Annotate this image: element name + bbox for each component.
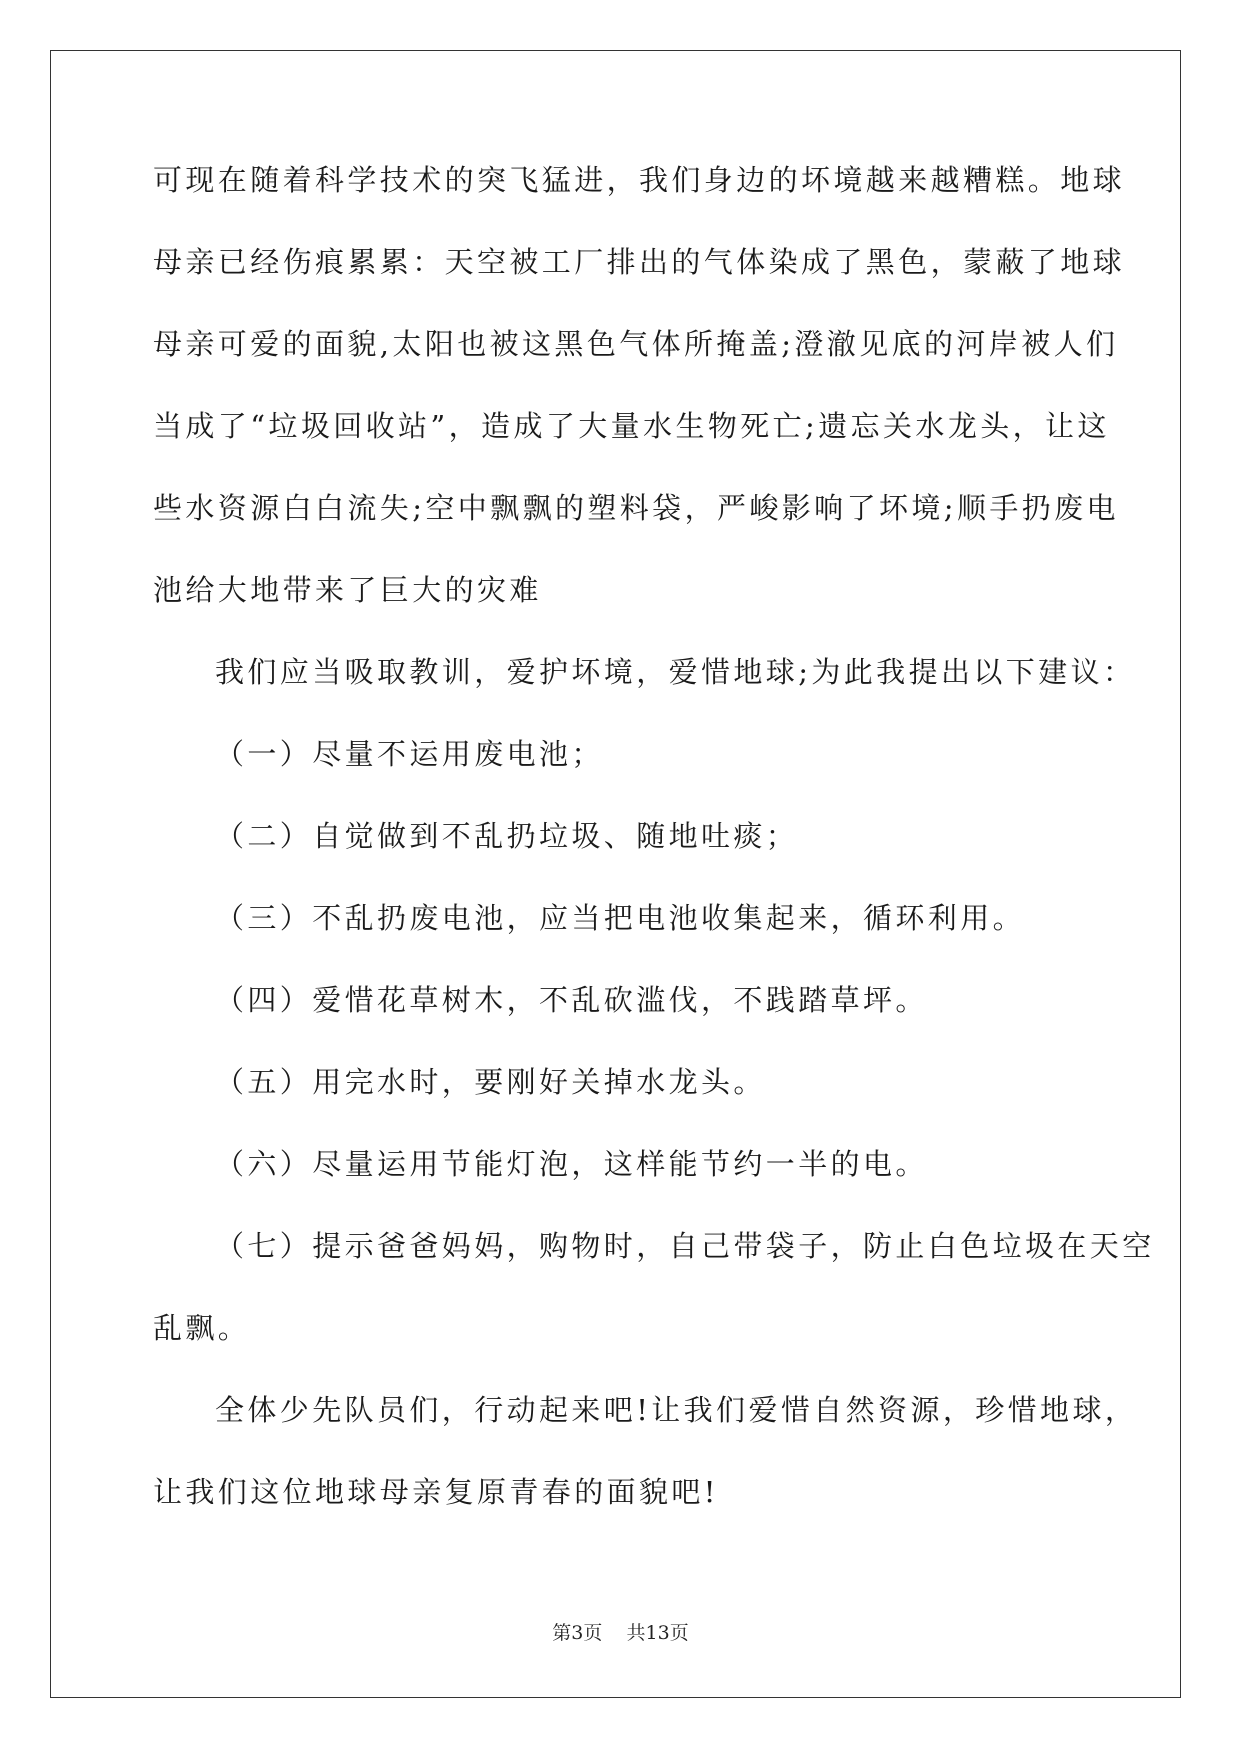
list-item: （三）不乱扔废电池，应当把电池收集起来，循环利用。	[215, 901, 1026, 935]
page-total: 共13页	[626, 1622, 689, 1644]
footer-gap	[602, 1622, 626, 1644]
paragraph-line: 池给大地带来了巨大的灾难	[153, 573, 542, 607]
list-item: （六）尽量运用节能灯泡，这样能节约一半的电。	[215, 1147, 928, 1181]
paragraph-line: 些水资源白白流失;空中飘飘的塑料袋，严峻影响了坏境;顺手扔废电	[153, 491, 1119, 525]
paragraph-line: 全体少先队员们，行动起来吧!让我们爱惜自然资源，珍惜地球，	[215, 1393, 1138, 1427]
page-footer	[0, 1618, 1241, 1645]
page-number: 第3页	[552, 1622, 603, 1644]
paragraph-line: 乱飘。	[153, 1311, 251, 1345]
list-item: （四）爱惜花草树木，不乱砍滥伐，不践踏草坪。	[215, 983, 928, 1017]
paragraph-line: 让我们这位地球母亲复原青春的面貌吧!	[153, 1475, 719, 1509]
list-item: （一）尽量不运用废电池；	[215, 737, 604, 771]
list-item: （二）自觉做到不乱扔垃圾、随地吐痰；	[215, 819, 799, 853]
paragraph-line: 母亲可爱的面貌,太阳也被这黑色气体所掩盖;澄澈见底的河岸被人们	[153, 327, 1119, 361]
paragraph-line: 可现在随着科学技术的突飞猛进，我们身边的坏境越来越糟糕。地球	[153, 163, 1126, 197]
list-item: （五）用完水时，要刚好关掉水龙头。	[215, 1065, 766, 1099]
paragraph-line: 我们应当吸取教训，爱护坏境，爱惜地球;为此我提出以下建议：	[215, 655, 1136, 689]
paragraph-line: 母亲已经伤痕累累：天空被工厂排出的气体染成了黑色，蒙蔽了地球	[153, 245, 1126, 279]
document-body	[153, 160, 1155, 1554]
list-item: （七）提示爸爸妈妈，购物时，自己带袋子，防止白色垃圾在天空	[215, 1229, 1155, 1263]
paragraph-line: 当成了“垃圾回收站”，造成了大量水生物死亡;遗忘关水龙头，让这	[153, 409, 1110, 443]
